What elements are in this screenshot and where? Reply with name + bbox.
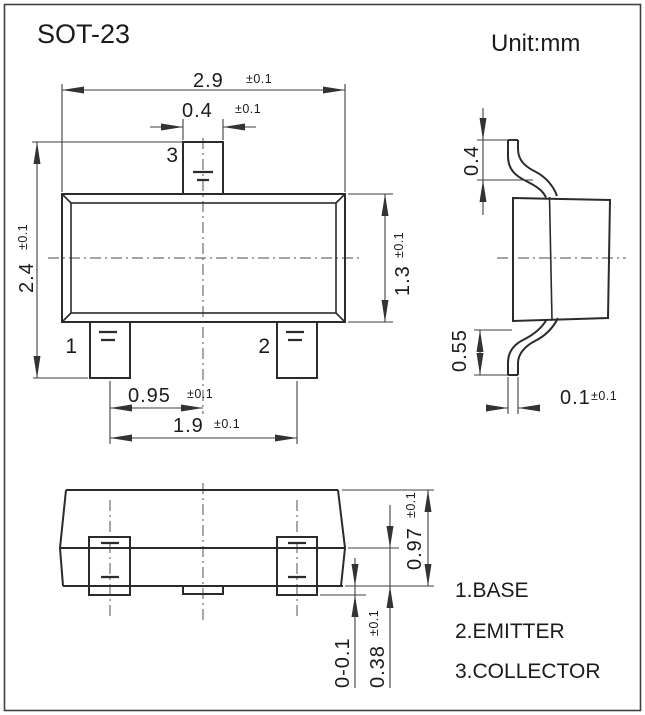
side-body-outline <box>513 198 610 321</box>
dim-body-width <box>62 70 345 192</box>
arrowhead-right <box>486 405 508 412</box>
arrowhead-up <box>352 595 359 617</box>
side-bottom-lead <box>508 318 558 375</box>
arrowhead-down <box>480 118 487 140</box>
body-right-edge <box>338 490 345 586</box>
pin3-number: 3 <box>166 144 178 167</box>
dim-lead-thickness <box>486 377 617 414</box>
pin-2 <box>277 322 317 378</box>
dim-tolerance: ±0.1 <box>246 72 273 86</box>
legend-item-collector: 3.COLLECTOR <box>455 660 601 683</box>
side-view <box>449 108 626 414</box>
arrowhead-right <box>181 405 203 412</box>
dim-value: 0.97 <box>404 527 426 570</box>
arrowhead-left <box>62 87 84 94</box>
dim-tolerance: ±0.1 <box>392 231 406 258</box>
pin-1 <box>90 322 130 378</box>
arrowhead-bottom <box>477 353 484 375</box>
dim-value: 2.4 <box>16 262 38 293</box>
arrowhead-up <box>387 586 394 608</box>
bottom-lead-left-edge <box>508 321 546 376</box>
arrowhead-top <box>477 330 484 352</box>
bottom-lead-right-edge <box>518 318 558 375</box>
arrowhead-left <box>518 405 540 412</box>
dim-value: 0.95 <box>128 385 171 407</box>
arrowhead-top <box>34 142 41 164</box>
dim-tolerance: ±0.1 <box>187 387 214 401</box>
pin1-tick-marks <box>99 332 117 340</box>
dim-value: 1.9 <box>173 415 204 437</box>
dim-value: 0.38 <box>367 645 389 688</box>
legend-item-emitter: 2.EMITTER <box>455 620 565 643</box>
pin-legend <box>455 579 601 683</box>
dim-tolerance: ±0.1 <box>404 491 418 518</box>
dim-tolerance: ±0.1 <box>367 609 381 636</box>
dim-total-height <box>16 142 182 378</box>
legend-item-base: 1.BASE <box>455 579 529 602</box>
bottom-view <box>60 483 434 688</box>
arrowhead-bottom <box>382 300 389 322</box>
front-view <box>16 70 414 444</box>
arrowhead-up <box>480 180 487 202</box>
dim-value: 0.1 <box>560 387 591 409</box>
arrowhead-left <box>110 435 132 442</box>
dim-value: 0.4 <box>461 145 483 176</box>
pin2-tick-marks <box>286 332 304 340</box>
dim-tab-width <box>150 100 261 140</box>
dim-value: 2.9 <box>193 70 224 92</box>
dim-lines <box>32 142 182 378</box>
pin2-outline <box>277 322 317 378</box>
arrowhead-bottom <box>34 356 41 378</box>
dim-tolerance: ±0.1 <box>591 389 618 403</box>
arrowhead-top <box>425 490 432 512</box>
side-top-lead <box>508 140 557 198</box>
body-left-edge <box>60 490 66 586</box>
arrowhead-down <box>352 564 359 586</box>
unit-label: Unit:mm <box>491 30 581 57</box>
package-title: SOT-23 <box>37 19 131 49</box>
pin1-number: 1 <box>65 335 77 358</box>
dim-tolerance: ±0.1 <box>16 223 30 250</box>
pin2-number: 2 <box>258 335 270 358</box>
dim-bottom-lead-length <box>449 329 512 375</box>
arrowhead-left <box>161 124 183 131</box>
dim-standoff <box>320 558 366 688</box>
dim-value: 1.3 <box>392 265 414 296</box>
arrowhead-right <box>223 124 245 131</box>
dim-tolerance: ±0.1 <box>235 102 262 116</box>
arrowhead-right <box>275 435 297 442</box>
arrowhead-right <box>323 87 345 94</box>
top-lead-left-edge <box>508 140 546 198</box>
page-border <box>5 5 641 711</box>
dim-value: 0.55 <box>449 329 471 372</box>
dim-value: 0.4 <box>182 100 213 122</box>
arrowhead-top <box>382 194 389 216</box>
arrowhead-down <box>387 526 394 548</box>
pin1-outline <box>90 322 130 378</box>
dim-value: 0-0.1 <box>332 637 354 688</box>
dim-lead-length <box>348 505 399 688</box>
dim-tolerance: ±0.1 <box>214 417 241 431</box>
side-body <box>513 197 610 321</box>
